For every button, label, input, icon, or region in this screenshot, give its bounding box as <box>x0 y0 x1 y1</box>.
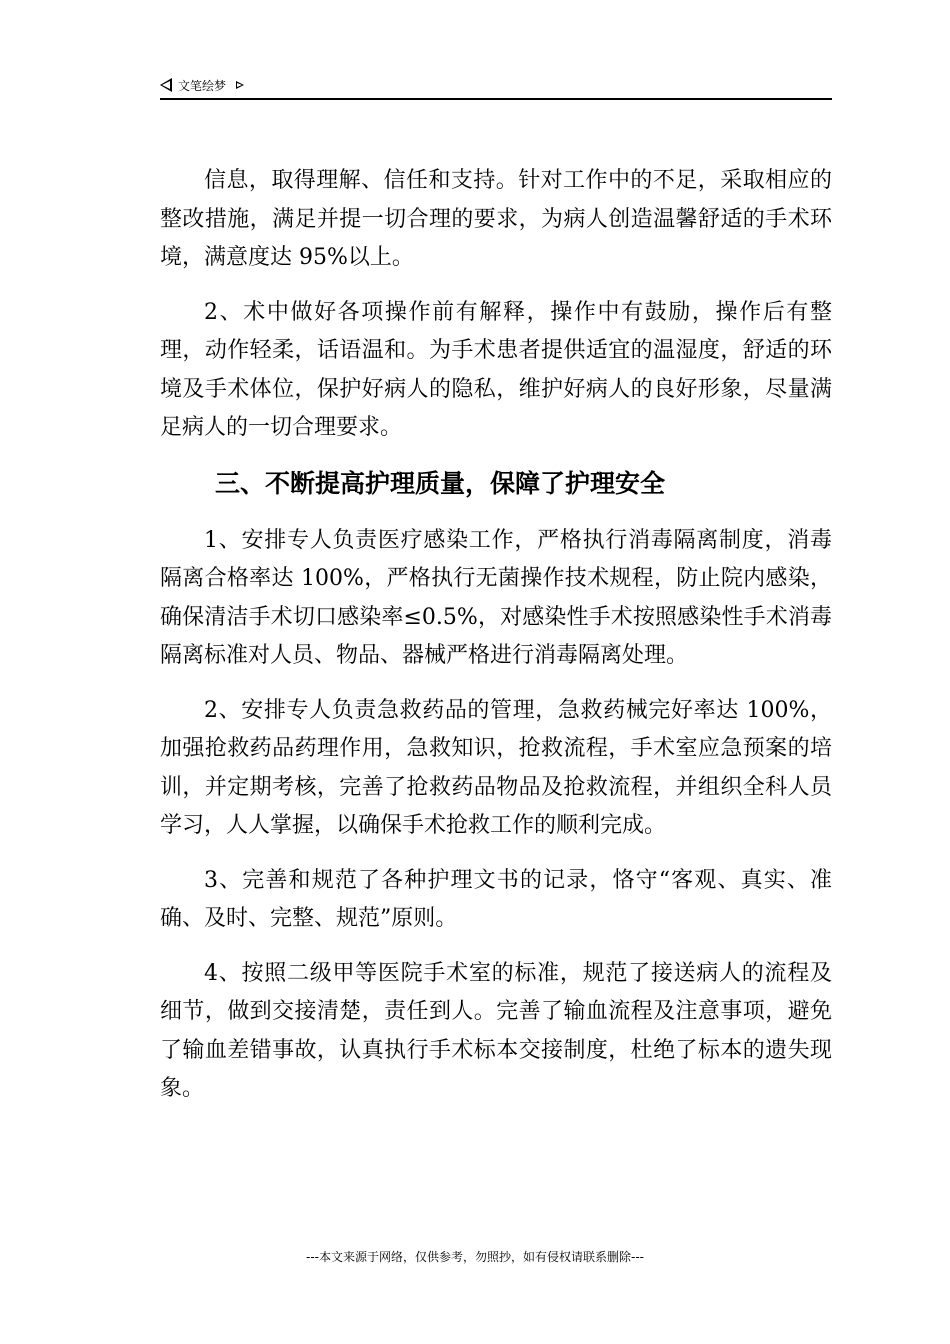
document-body <box>160 162 832 1125</box>
paragraph: 信息，取得理解、信任和支持。针对工作中的不足，采取相应的整改措施，满足并提一切合理的要求，为病人创造温馨舒适的手术环境，满意度达 95%以上。 <box>160 168 832 270</box>
paragraph: 3、完善和规范了各种护理文书的记录，恪守“客观、真实、准确、及时、完整、规范”原则。 <box>160 867 832 931</box>
page-header <box>160 72 832 100</box>
paragraph: 2、安排专人负责急救药品的管理，急救药械完好率达 100%，加强抢救药品药理作用，急救知识，抢救流程，手术室应急预案的培训，并定期考核，完善了抢救药品物品及抢救流程，并组织全科人员学习，人人掌握，以确保手术抢救工作的顺利完成。 <box>160 697 832 838</box>
page-footer: ---本文来源于网络，仅供参考，勿照抄，如有侵权请联系删除--- <box>306 1250 644 1264</box>
header-title: 文笔绘梦 <box>178 78 227 93</box>
paragraph: 2、术中做好各项操作前有解释，操作中有鼓励，操作后有整理，动作轻柔，话语温和。为手术患者提供适宜的温湿度，舒适的环境及手术体位，保护好病人的隐私，维护好病人的良好形象，尽量满足病人的一切合理要求。 <box>160 299 832 440</box>
paragraph: 1、安排专人负责医疗感染工作，严格执行消毒隔离制度，消毒隔离合格率达 100%，严格执行无菌操作技术规程，防止院内感染，确保清洁手术切口感染率≤0.5%，对感染性手术按照感染性手术消毒隔离标准对人员、物品、器械严格进行消毒隔离处理。 <box>160 527 832 668</box>
section-heading: 三、不断提高护理质量，保障了护理安全 <box>215 468 666 498</box>
paragraph: 4、按照二级甲等医院手术室的标准，规范了接送病人的流程及细节，做到交接清楚，责任到人。完善了输血流程及注意事项，避免了输血差错事故，认真执行手术标本交接制度，杜绝了标本的遗失现象。 <box>160 960 832 1101</box>
triangle-right-icon <box>236 81 244 89</box>
triangle-left-icon <box>160 78 172 92</box>
